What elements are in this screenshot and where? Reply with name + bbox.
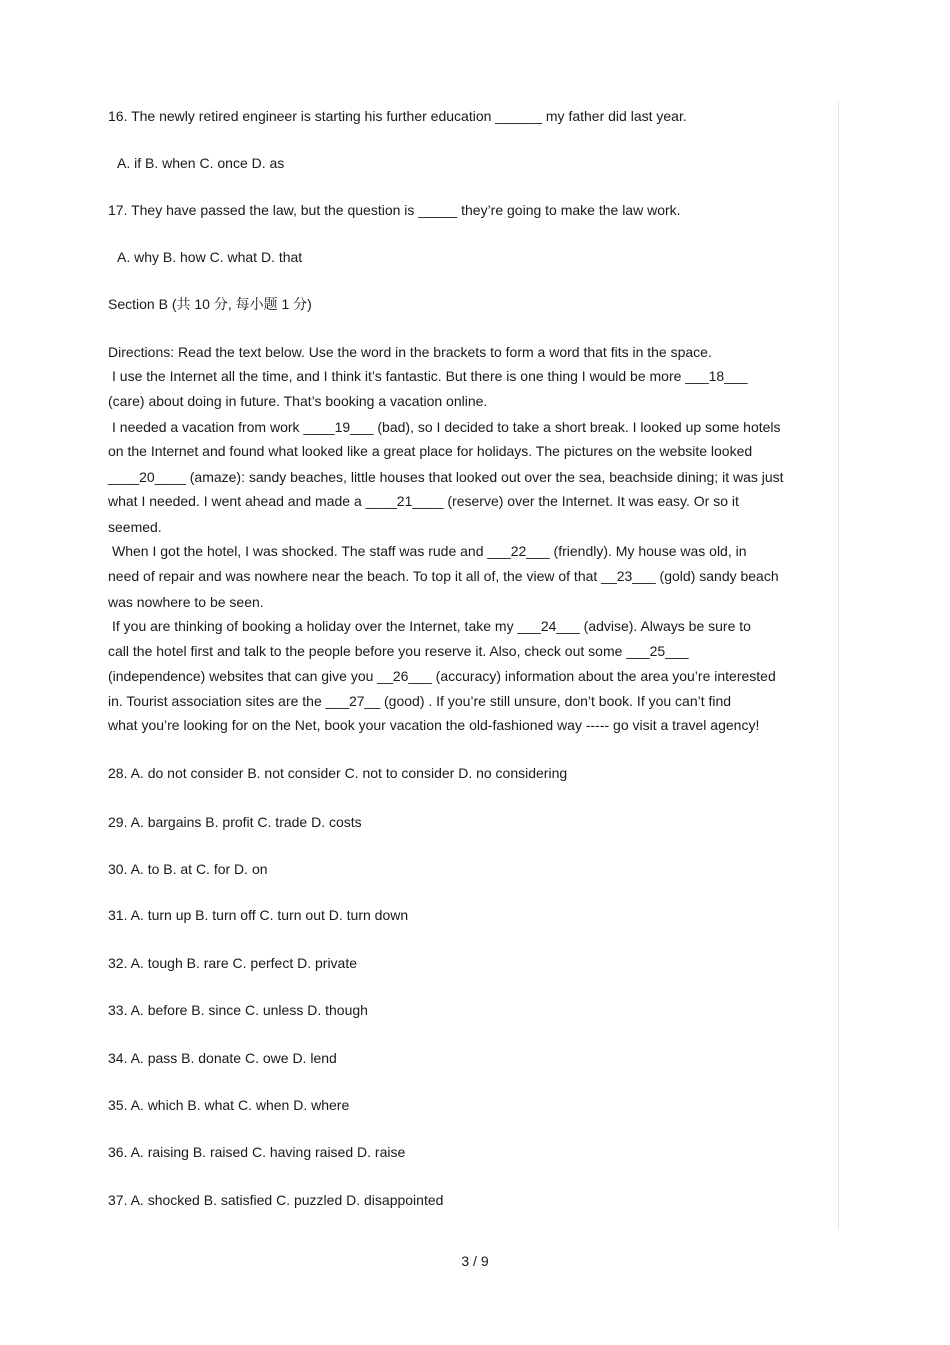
question-31: 31. A. turn up B. turn off C. turn out D. turn down: [108, 907, 409, 923]
passage-line: (independence) websites that can give you __26___ (accuracy) information about the area you’re interested: [108, 668, 776, 684]
passage-line: seemed.: [108, 519, 162, 535]
passage-line: I needed a vacation from work ____19___ (bad), so I decided to take a short break. I looked up some hotels: [112, 419, 781, 435]
question-30: 30. A. to B. at C. for D. on: [108, 861, 268, 877]
passage-line: in. Tourist association sites are the ___27__ (good) . If you’re still unsure, don’t book. If you can’t find: [108, 693, 732, 709]
question-17-options: A. why B. how C. what D. that: [117, 249, 303, 265]
question-35: 35. A. which B. what C. when D. where: [108, 1097, 350, 1113]
section-b-directions: Directions: Read the text below. Use the word in the brackets to form a word that fits in the space.: [108, 344, 712, 360]
passage-line: call the hotel first and talk to the people before you reserve it. Also, check out some ___25___: [108, 643, 689, 659]
passage-line: I use the Internet all the time, and I think it’s fantastic. But there is one thing I would be more ___18___: [112, 368, 748, 384]
passage-line: need of repair and was nowhere near the beach. To top it all of, the view of that __23___ (gold) sandy beach: [108, 568, 779, 584]
passage-line: ____20____ (amaze): sandy beaches, little houses that looked out over the sea, beachside dining; it was just: [108, 469, 784, 485]
question-34: 34. A. pass B. donate C. owe D. lend: [108, 1050, 337, 1066]
question-33: 33. A. before B. since C. unless D. though: [108, 1002, 368, 1018]
passage-line: (care) about doing in future. That’s booking a vacation online.: [108, 393, 488, 409]
question-29: 29. A. bargains B. profit C. trade D. costs: [108, 814, 362, 830]
question-16-stem: 16. The newly retired engineer is starting his further education ______ my father did last year.: [108, 108, 687, 124]
question-28: 28. A. do not consider B. not consider C. not to consider D. no considering: [108, 765, 568, 781]
passage-line: If you are thinking of booking a holiday over the Internet, take my ___24___ (advise). Always be sure to: [112, 618, 751, 634]
section-b-heading: Section B (共 10 分, 每小题 1 分): [108, 296, 312, 312]
question-16-options: A. if B. when C. once D. as: [117, 155, 285, 171]
question-17-stem: 17. They have passed the law, but the question is _____ they’re going to make the law work.: [108, 202, 681, 218]
passage-line: what you’re looking for on the Net, book your vacation the old-fashioned way ----- go visit a travel agency!: [108, 717, 760, 733]
question-37: 37. A. shocked B. satisfied C. puzzled D. disappointed: [108, 1192, 444, 1208]
margin-divider: [838, 102, 839, 1230]
passage-line: When I got the hotel, I was shocked. The staff was rude and ___22___ (friendly). My house was old, in: [112, 543, 747, 559]
passage-line: was nowhere to be seen.: [108, 594, 264, 610]
passage-line: what I needed. I went ahead and made a ____21____ (reserve) over the Internet. It was easy. Or so it: [108, 493, 739, 509]
page-number: 3 / 9: [461, 1253, 489, 1269]
question-32: 32. A. tough B. rare C. perfect D. private: [108, 955, 358, 971]
question-36: 36. A. raising B. raised C. having raised D. raise: [108, 1144, 406, 1160]
passage-line: on the Internet and found what looked like a great place for holidays. The pictures on the website looked: [108, 443, 753, 459]
